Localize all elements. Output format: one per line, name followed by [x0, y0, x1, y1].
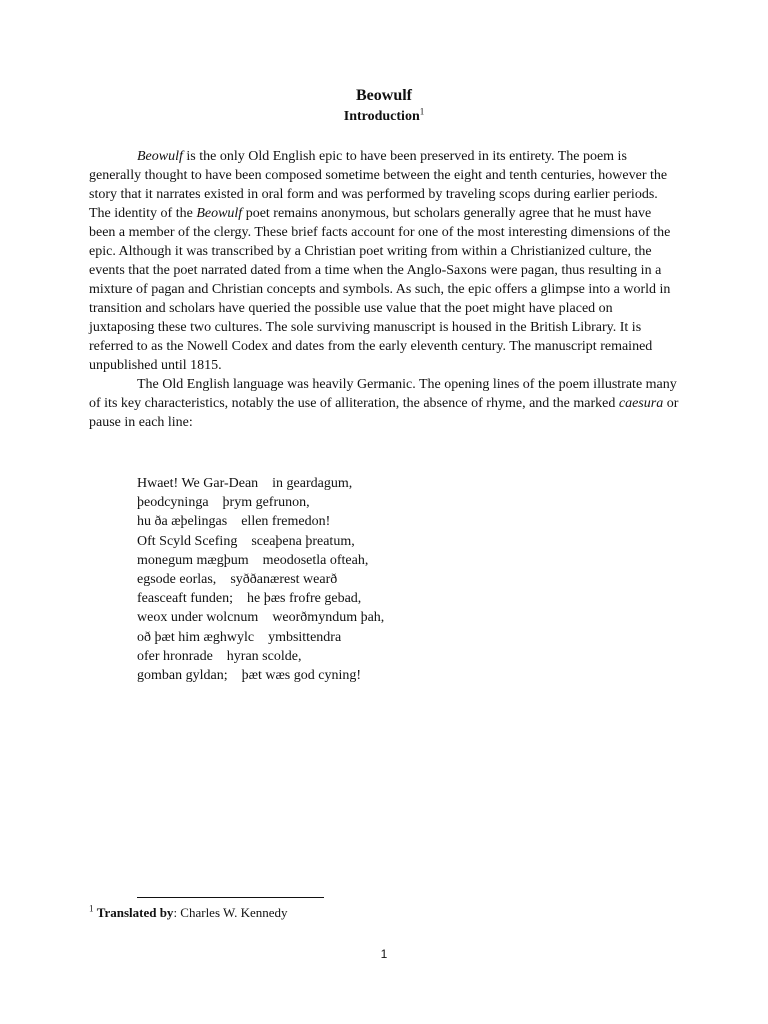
poem-half-line-a: Hwaet! We Gar-Dean: [137, 476, 259, 491]
poem-line: [137, 608, 557, 627]
poem-half-line-b: ymbsittendra: [268, 629, 342, 645]
subtitle-text: Introduction: [343, 109, 420, 124]
poem-half-line-b: ellen fremedon!: [241, 514, 331, 530]
poem-half-line-b: meodosetla ofteah,: [262, 552, 369, 568]
paragraph-text: is the only Old English epic to have been preserved in its entirety. The poem is generally thought to have been composed sometime between the eight and tenth centuries, however the story that it narrates existed in oral form and was performed by traveling scops during earlier periods. The identity of the: [89, 149, 668, 221]
paragraph-text: poet remains anonymous, but scholars generally agree that he must have been a member of the clergy. These brief facts account for one of the most interesting dimensions of the epic. Although it was transcribed by a Christian poet writing from within a Christianized culture, the events that the poet narrated dated from a time when the Anglo-Saxons were pagan, thus resulting in a mixture of pagan and Christian concepts and symbols. As such, the epic offers a glimpse into a world in transition and scholars have queried the possible use value that the poet might have placed on juxtaposing these two cultures. The sole surviving manuscript is housed in the British Library. It is referred to as the Nowell Codex and dates from the early eleventh century. The manuscript remained unpublished until 1815.: [89, 206, 671, 373]
poem-excerpt: [137, 474, 557, 685]
poem-half-line-a: þeodcyninga: [137, 495, 209, 511]
poem-half-line-a: oð þæt him æghwylc: [137, 629, 255, 645]
footnote: [89, 904, 689, 922]
paragraph-language: [89, 375, 679, 432]
poem-half-line-b: syððanærest wearð: [230, 572, 338, 588]
footnote-separator: [137, 897, 324, 898]
poem-half-line-a: feasceaft funden;: [137, 591, 233, 607]
poem-half-line-a: egsode eorlas,: [137, 572, 217, 588]
poem-line: [137, 647, 557, 666]
poem-line: [137, 512, 557, 531]
poem-line: [137, 551, 557, 570]
poem-line: [137, 570, 557, 589]
poem-line: [137, 666, 557, 685]
poem-line: [137, 474, 557, 493]
poem-half-line-a: hu ða æþelingas: [137, 514, 228, 530]
poem-half-line-b: þæt wæs god cyning!: [241, 668, 361, 684]
italic-term: caesura: [618, 396, 664, 411]
footnote-label: Translated by: [96, 905, 174, 920]
document-title: Beowulf: [356, 87, 412, 104]
poem-line: [137, 493, 557, 512]
poem-half-line-b: he þæs frofre gebad,: [247, 591, 362, 607]
poem-half-line-a: monegum mægþum: [137, 552, 249, 568]
footnote-text: : Charles W. Kennedy: [173, 905, 288, 920]
footnote-mark: 1: [89, 903, 94, 914]
poem-half-line-a: gomban gyldan;: [137, 668, 228, 684]
poem-line: [137, 628, 557, 647]
paragraph-text: The Old English language was heavily Germanic. The opening lines of the poem illustrate many of its key characteristics, notably the use of alliteration, the absence of rhyme, and the marked: [89, 377, 677, 411]
poem-half-line-b: þrym gefrunon,: [222, 495, 310, 511]
italic-title: Beowulf: [137, 149, 183, 164]
paragraph-text: or pause in each line:: [89, 396, 679, 430]
paragraph-intro: [89, 147, 679, 375]
body-text: [89, 147, 679, 432]
poem-half-line-a: Oft Scyld Scefing: [137, 533, 238, 549]
document-subtitle: [0, 107, 768, 127]
poem-half-line-b: sceaþena þreatum,: [251, 533, 355, 549]
poem-half-line-b: hyran scolde,: [226, 648, 302, 664]
poem-half-line-a: ofer hronrade: [137, 648, 213, 664]
poem-half-line-b: in geardagum,: [272, 476, 353, 491]
poem-half-line-b: weorðmyndum þah,: [272, 610, 385, 626]
subtitle-footnote-mark: 1: [419, 106, 425, 117]
poem-line: [137, 589, 557, 608]
italic-title: Beowulf: [196, 206, 243, 221]
poem-line: [137, 532, 557, 551]
page-number: 1: [380, 947, 388, 961]
poem-half-line-a: weox under wolcnum: [137, 610, 259, 626]
